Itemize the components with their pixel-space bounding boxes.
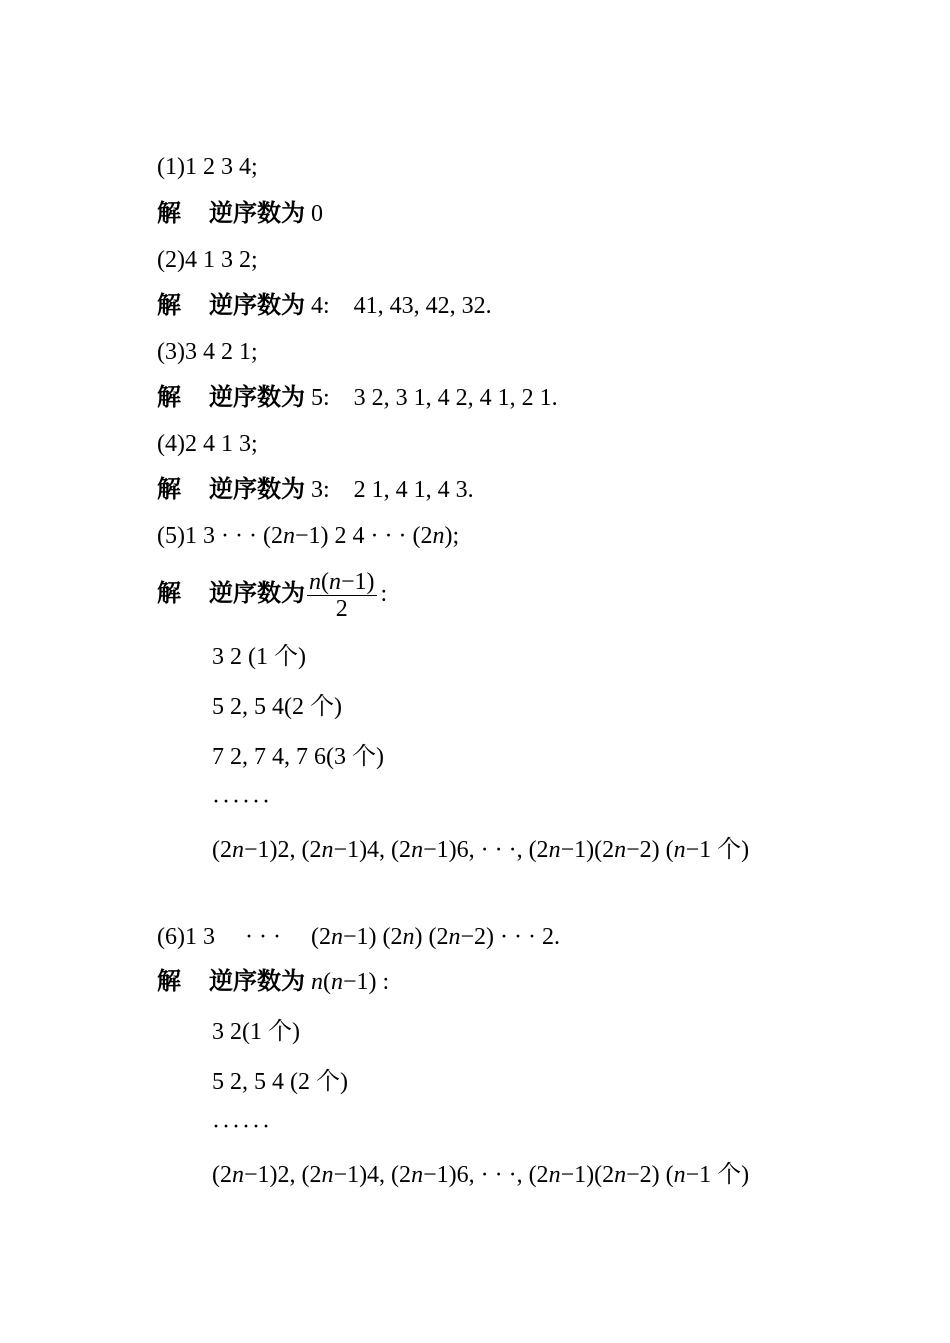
problem-6-solution: 解 逆序数为 n(n−1) : — [157, 967, 390, 995]
problem-3-solution: 解 逆序数为 5: 3 2, 3 1, 4 2, 4 1, 2 1. — [157, 383, 558, 411]
p6-ellipsis: · · · · · · — [212, 1114, 268, 1140]
problem-4-solution: 解 逆序数为 3: 2 1, 4 1, 4 3. — [157, 475, 474, 503]
solution-label: 解 — [157, 967, 181, 995]
solution-label: 解 — [157, 475, 181, 503]
p5-row-last: (2n−1)2, (2n−1)4, (2n−1)6, · · ·, (2n−1)(2n−2) (n−1 个) — [212, 835, 750, 863]
p5-ellipsis: · · · · · · — [212, 789, 268, 815]
problem-1-statement: (1)1 2 3 4; — [157, 154, 258, 180]
problem-2-solution: 解 逆序数为 4: 41, 43, 42, 32. — [157, 291, 492, 319]
solution-label: 解 — [157, 291, 181, 319]
solution-label: 解 — [157, 199, 181, 227]
fraction — [307, 569, 377, 622]
p5-row-2: 5 2, 5 4(2 个) — [212, 692, 342, 720]
fraction-denominator: 2 — [335, 595, 348, 622]
problem-1-solution: 解 逆序数为 0 — [157, 199, 323, 227]
p6-row-last: (2n−1)2, (2n−1)4, (2n−1)6, · · ·, (2n−1)(2n−2) (n−1 个) — [212, 1160, 750, 1188]
problem-4-statement: (4)2 4 1 3; — [157, 431, 258, 457]
solution-label: 解 — [157, 383, 181, 411]
problem-5-solution: 解 逆序数为 $\frac{n(n-1)}{2}$ : — [157, 568, 388, 622]
problem-5-statement: (5)1 3 · · · (2n−1) 2 4 · · · (2n); — [157, 523, 460, 549]
problem-6-statement: (6)1 3 · · · (2n−1) (2n) (2n−2) · · · 2. — [157, 924, 560, 950]
p6-row-2: 5 2, 5 4 (2 个) — [212, 1067, 348, 1095]
problem-2-statement: (2)4 1 3 2; — [157, 247, 258, 273]
p5-row-3: 7 2, 7 4, 7 6(3 个) — [212, 742, 384, 770]
p6-row-1: 3 2(1 个) — [212, 1017, 300, 1045]
p5-row-1: 3 2 (1 个) — [212, 642, 306, 670]
fraction-numerator: n(n−1) — [309, 568, 375, 595]
solution-label: 解 — [157, 579, 181, 607]
problem-3-statement: (3)3 4 2 1; — [157, 339, 258, 365]
